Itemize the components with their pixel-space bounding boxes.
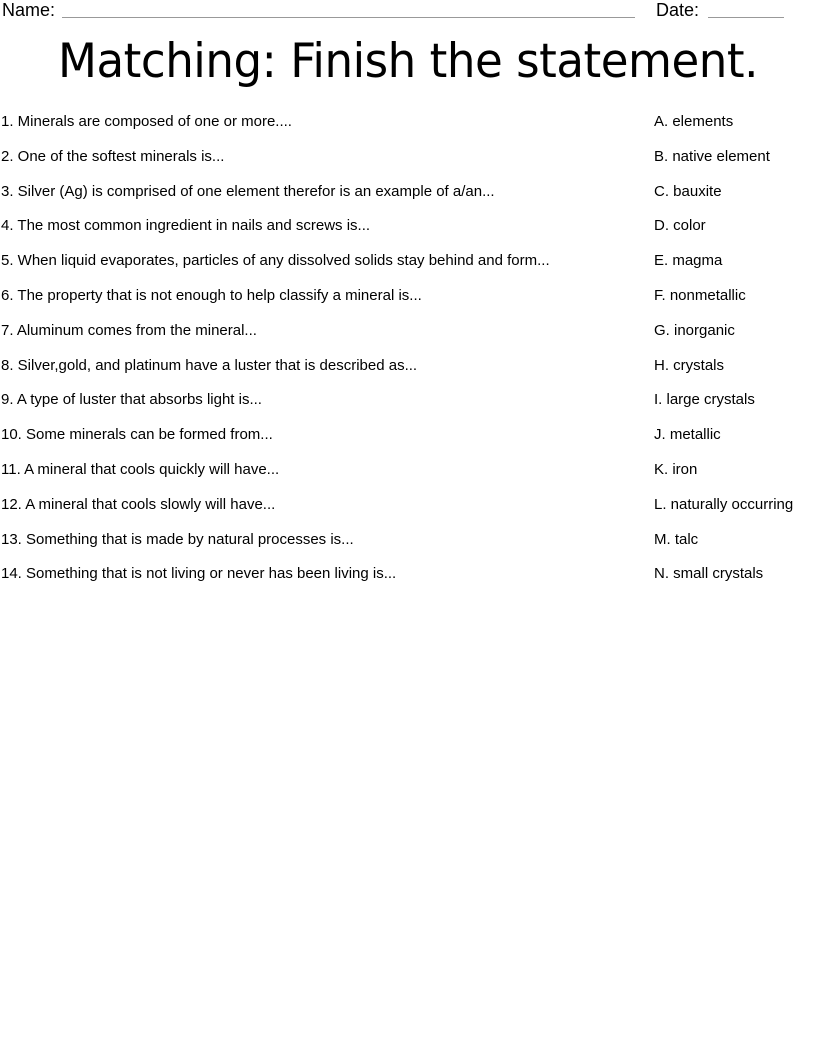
matching-row [0,530,816,550]
question-text: 12. A mineral that cools slowly will have... [1,495,276,513]
answer-option: H. crystals [654,356,725,374]
name-blank-line [62,17,635,18]
matching-row [0,390,816,410]
question-text: 7. Aluminum comes from the mineral... [1,321,257,339]
date-blank-line [708,17,784,18]
matching-row [0,495,816,515]
question-text: 13. Something that is made by natural processes is... [1,530,354,548]
answer-option: C. bauxite [654,182,722,200]
matching-row [0,356,816,376]
answer-option: N. small crystals [654,565,764,583]
answer-option: I. large crystals [654,391,755,409]
matching-row [0,216,816,236]
page-title: Matching: Finish the statement. [58,34,758,89]
answer-option: A. elements [654,113,734,130]
date-label: Date: [656,0,700,20]
name-label: Name: [2,0,56,20]
answer-option: D. color [654,217,706,235]
question-text: 6. The property that is not enough to help classify a mineral is... [1,287,422,304]
matching-row [0,425,816,445]
answer-option: B. native element [654,147,770,165]
answer-option: F. nonmetallic [654,287,746,304]
worksheet-header [0,0,816,22]
matching-row [0,286,816,306]
answer-option: J. metallic [654,426,721,444]
question-text: 9. A type of luster that absorbs light is... [1,391,262,409]
matching-row [0,182,816,202]
answer-option: G. inorganic [654,321,735,339]
answer-option: E. magma [654,252,723,270]
question-text: 8. Silver,gold, and platinum have a luster that is described as... [1,356,418,374]
question-text: 14. Something that is not living or never has been living is... [1,565,397,583]
matching-row [0,460,816,480]
question-text: 10. Some minerals can be formed from... [1,426,273,444]
matching-row [0,251,816,271]
question-text: 1. Minerals are composed of one or more.... [1,113,292,130]
answer-option: M. talc [654,530,699,548]
matching-row [0,321,816,341]
question-text: 5. When liquid evaporates, particles of any dissolved solids stay behind and form... [1,252,550,270]
matching-row [0,564,816,584]
question-text: 2. One of the softest minerals is... [1,147,225,165]
matching-row [0,112,816,132]
matching-row [0,147,816,167]
question-text: 11. A mineral that cools quickly will have... [1,461,280,478]
question-text: 3. Silver (Ag) is comprised of one element therefor is an example of a/an... [1,182,495,200]
answer-option: K. iron [654,461,698,478]
question-text: 4. The most common ingredient in nails and screws is... [1,217,371,235]
answer-option: L. naturally occurring [654,495,794,513]
